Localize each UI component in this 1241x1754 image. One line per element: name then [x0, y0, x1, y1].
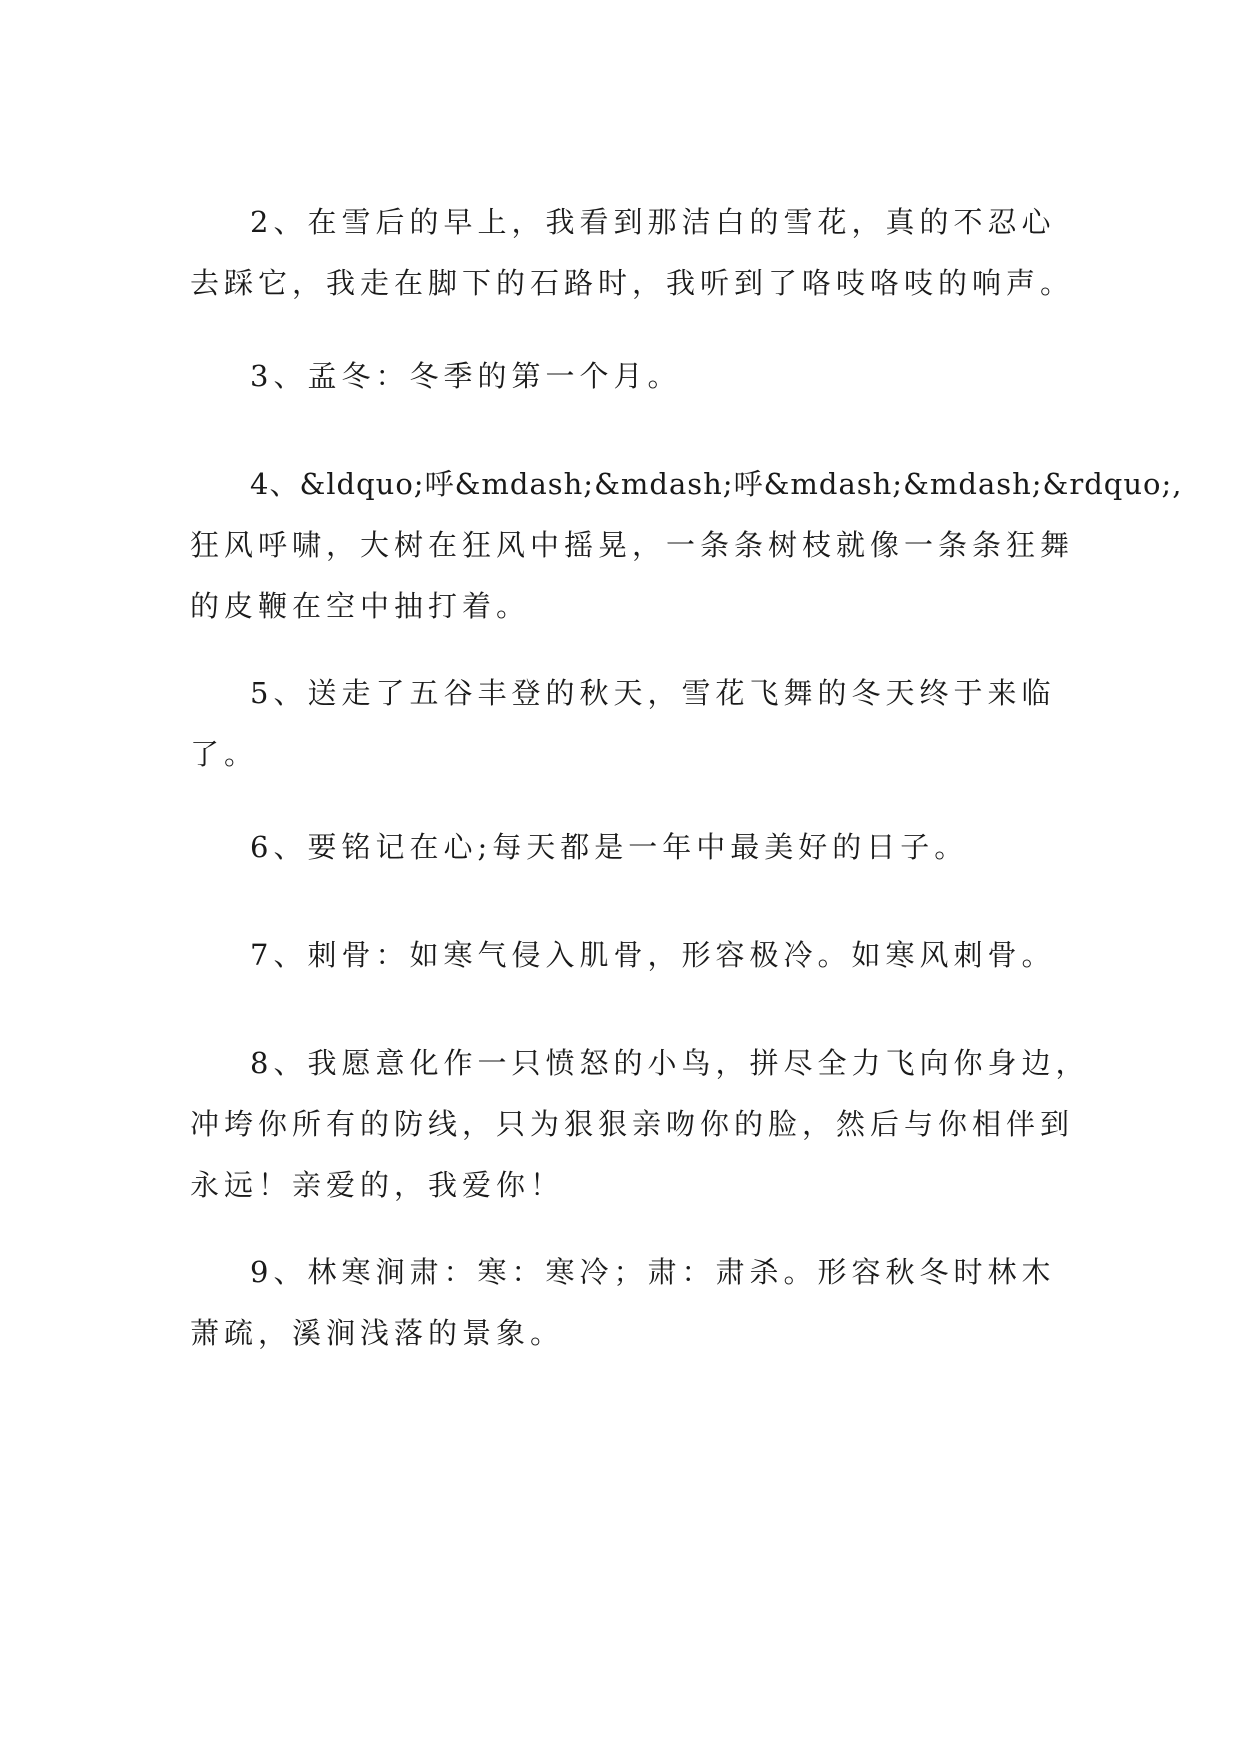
paragraph-line: 5、送走了五谷丰登的秋天，雪花飞舞的冬天终于来临	[250, 676, 1056, 710]
paragraph-line: 9、林寒涧肃：寒：寒冷；肃：肃杀。形容秋冬时林木	[250, 1255, 1056, 1289]
paragraph-line: 2、在雪后的早上，我看到那洁白的雪花，真的不忍心	[250, 205, 1056, 239]
paragraph-5	[190, 663, 1060, 785]
paragraph-line: 萧疏，溪涧浅落的景象。	[190, 1316, 565, 1350]
paragraph-line: 的皮鞭在空中抽打着。	[190, 589, 531, 623]
paragraph-line: 了。	[190, 737, 259, 771]
paragraph-6	[190, 817, 1060, 878]
paragraph-line: 冲垮你所有的防线，只为狠狠亲吻你的脸，然后与你相伴到	[190, 1107, 1075, 1141]
paragraph-8	[190, 1033, 1090, 1216]
paragraph-3	[190, 346, 1060, 407]
paragraph-line: 永远！亲爱的，我爱你！	[190, 1168, 565, 1202]
paragraph-line: 6、要铭记在心;每天都是一年中最美好的日子。	[250, 830, 969, 864]
paragraph-4	[190, 454, 1183, 637]
paragraph-line: 狂风呼啸，大树在狂风中摇晃，一条条树枝就像一条条狂舞	[190, 528, 1075, 562]
paragraph-line: 3、孟冬：冬季的第一个月。	[250, 359, 682, 393]
paragraph-2	[190, 192, 1075, 314]
paragraph-9	[190, 1242, 1060, 1364]
paragraph-7	[190, 925, 1060, 986]
paragraph-line: 7、刺骨：如寒气侵入肌骨，形容极冷。如寒风刺骨。	[250, 938, 1056, 972]
paragraph-line: 去踩它，我走在脚下的石路时，我听到了咯吱咯吱的响声。	[190, 266, 1075, 300]
paragraph-line: 4、&ldquo;呼&mdash;&mdash;呼&mdash;&mdash;&rdquo;,	[250, 467, 1183, 501]
paragraph-line: 8、我愿意化作一只愤怒的小鸟，拼尽全力飞向你身边，	[250, 1046, 1090, 1080]
